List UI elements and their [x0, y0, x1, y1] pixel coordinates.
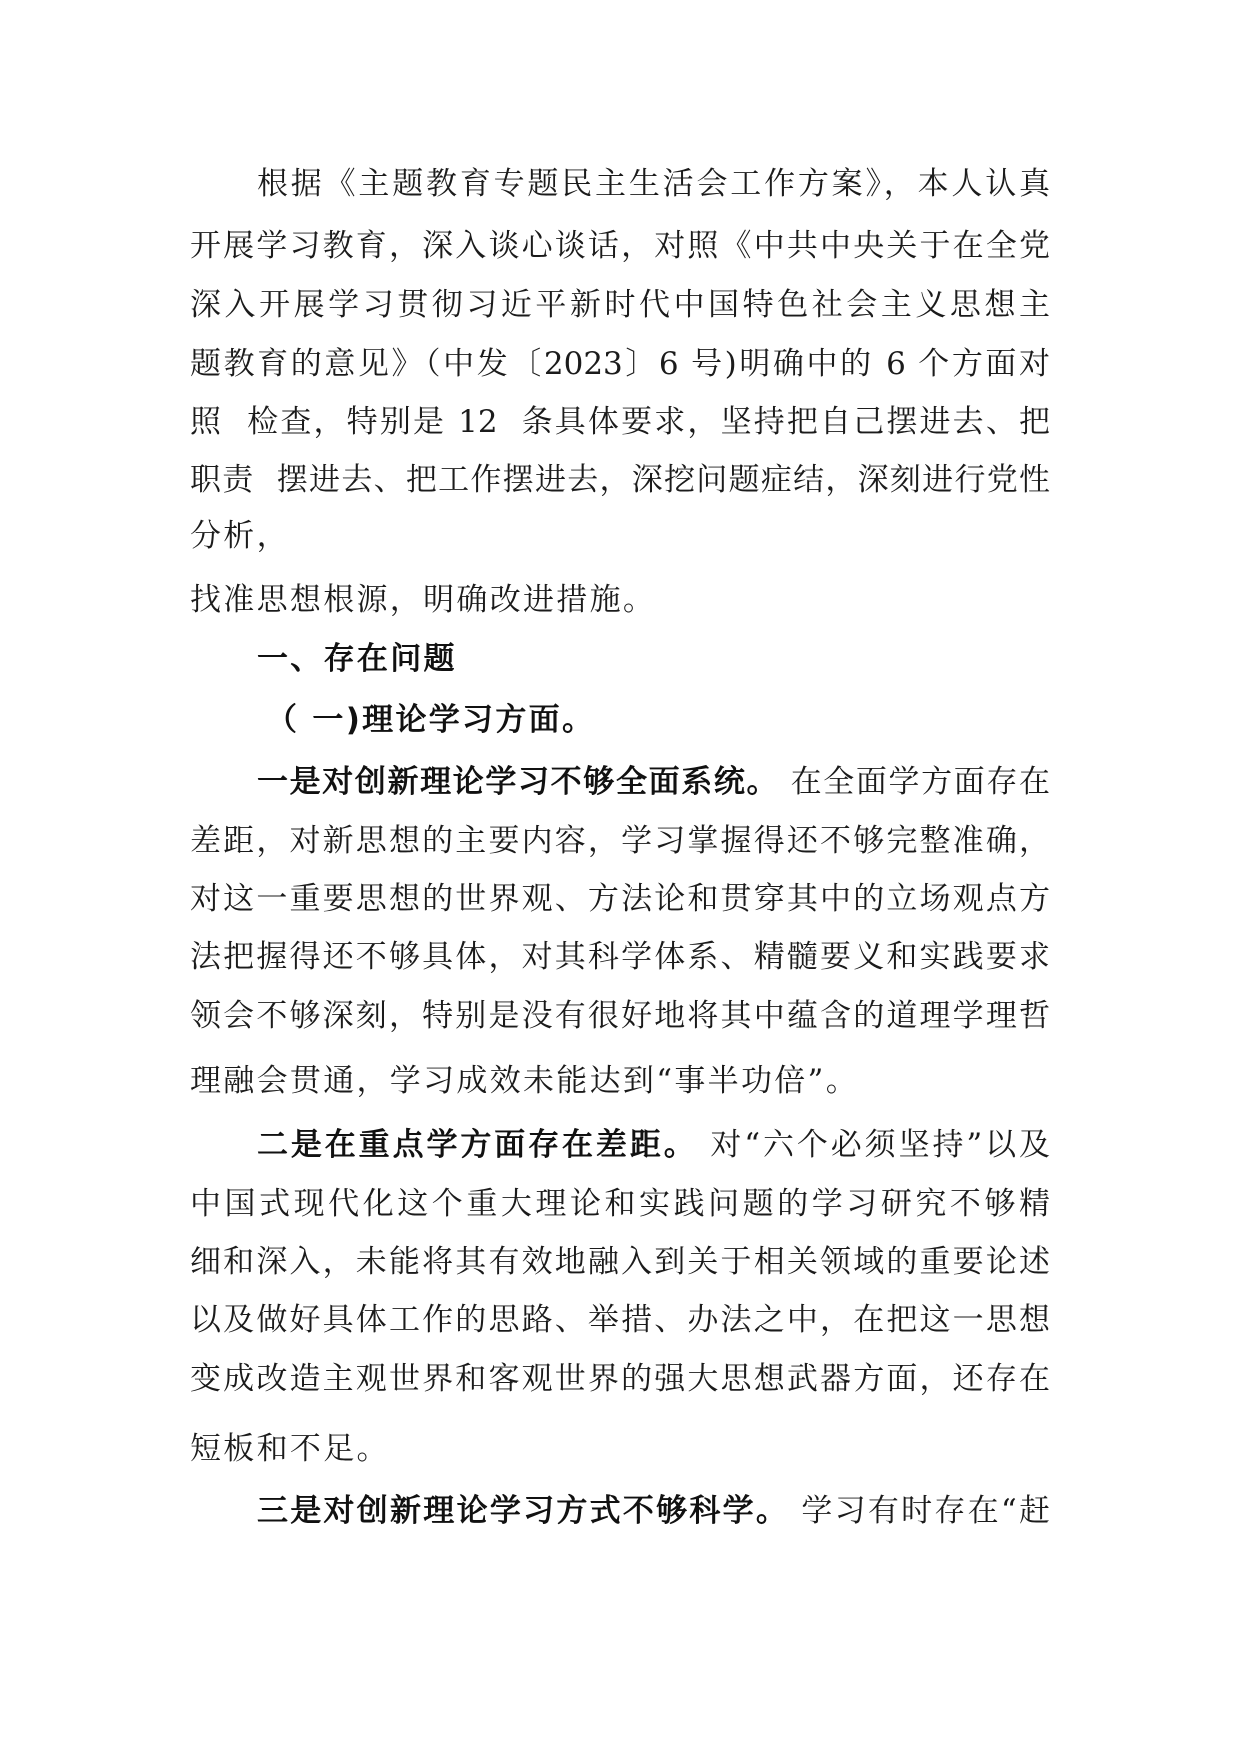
point-2-line-4: 以及做好具体工作的思路、举措、办法之中，在把这一思想 [190, 1302, 1050, 1338]
section-heading: 一、存在问题 [257, 641, 457, 677]
point-2-first-line-rest: 对“六个必须坚持”以及 [697, 1127, 1050, 1163]
point-2-first-line [257, 1125, 1050, 1165]
point-1-line-5: 领会不够深刻，特别是没有很好地将其中蕴含的道理学理哲 [190, 998, 1050, 1034]
point-2-line-3: 细和深入，未能将其有效地融入到关于相关领域的重要论述 [190, 1244, 1050, 1280]
point-1-line-6: 理融会贯通，学习成效未能达到“事半功倍”。 [190, 1063, 859, 1099]
subsection-heading: （ 一)理论学习方面。 [266, 702, 596, 738]
intro-line-7: 分析， [190, 518, 290, 554]
intro-line-5: 照 检查，特别是 12 条具体要求，坚持把自己摆进去、把 [190, 404, 1050, 440]
intro-line-4: 题教育的意见》（中发〔2023〕6 号)明确中的 6 个方面对 [190, 346, 1050, 382]
point-2-line-6: 短板和不足。 [190, 1431, 390, 1467]
point-1-first-line-rest: 在全面学方面存在 [779, 764, 1050, 800]
point-3-first-line-rest: 学习有时存在“赶 [789, 1493, 1050, 1529]
intro-line-3: 深入开展学习贯彻习近平新时代中国特色社会主义思想主 [190, 287, 1050, 323]
point-2-line-5: 变成改造主观世界和客观世界的强大思想武器方面，还存在 [190, 1361, 1050, 1397]
intro-line-6: 职责 摆进去、把工作摆进去，深挖问题症结，深刻进行党性 [190, 462, 1050, 498]
intro-line-1: 根据《主题教育专题民主生活会工作方案》，本人认真 [257, 166, 1050, 202]
point-2-line-2: 中国式现代化这个重大理论和实践问题的学习研究不够精 [190, 1186, 1050, 1222]
point-1-line-3: 对这一重要思想的世界观、方法论和贯穿其中的立场观点方 [190, 881, 1050, 917]
point-1-first-line [257, 762, 1050, 802]
intro-line-2: 开展学习教育，深入谈心谈话，对照《中共中央关于在全党 [190, 228, 1050, 264]
point-1-line-4: 法把握得还不够具体，对其科学体系、精髓要义和实践要求 [190, 939, 1050, 975]
point-1-lead: 一是对创新理论学习不够全面系统。 [257, 764, 780, 800]
point-3-first-line [257, 1491, 1050, 1531]
point-3-lead: 三是对创新理论学习方式不够科学。 [257, 1493, 790, 1529]
point-2-lead: 二是在重点学方面存在差距。 [257, 1127, 698, 1163]
intro-line-8: 找准思想根源，明确改进措施。 [190, 582, 657, 618]
point-1-line-2: 差距，对新思想的主要内容，学习掌握得还不够完整准确， [190, 823, 1050, 859]
